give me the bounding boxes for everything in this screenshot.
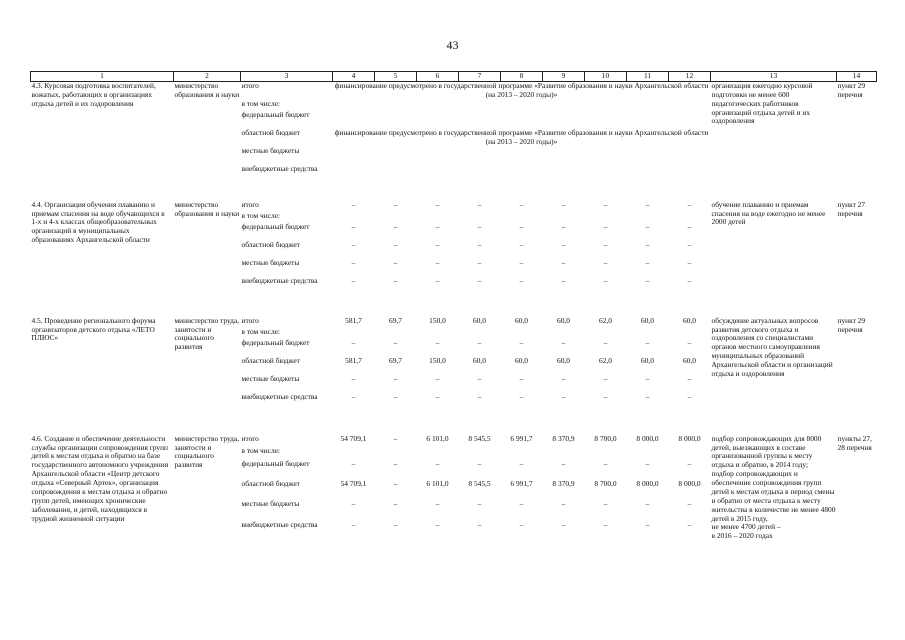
column-header: 3 bbox=[241, 72, 333, 82]
amount-cell: – bbox=[393, 337, 398, 347]
amount-cell: 69,7 bbox=[389, 315, 402, 325]
amount-cell: – bbox=[393, 499, 398, 509]
amount-cell: 54 709,1 bbox=[340, 433, 367, 443]
column-header: 13 bbox=[711, 72, 837, 82]
budget-source-label: областной бюджет bbox=[241, 478, 300, 488]
amount-cell: – bbox=[351, 199, 356, 209]
amount-cell: – bbox=[519, 458, 524, 468]
amount-cell: – bbox=[603, 519, 608, 529]
amount-cell: 8 700,0 bbox=[594, 478, 617, 488]
empty-cell bbox=[333, 328, 711, 339]
amount-cell: 6 101,0 bbox=[426, 478, 449, 488]
empty-cell bbox=[333, 147, 711, 165]
amount-cell: 54 709,1 bbox=[340, 478, 367, 488]
amount-cell: – bbox=[519, 275, 524, 285]
amount-cell: – bbox=[435, 275, 440, 285]
amount-cell: – bbox=[603, 275, 608, 285]
amount-cell: – bbox=[519, 199, 524, 209]
column-header: 10 bbox=[585, 72, 627, 82]
executor-cell: министерство образования и науки bbox=[174, 199, 240, 218]
amount-cell: – bbox=[477, 257, 482, 267]
amount-cell: – bbox=[519, 373, 524, 383]
amount-cell: – bbox=[435, 373, 440, 383]
column-header: 2 bbox=[174, 72, 241, 82]
amount-cell: 60,0 bbox=[557, 315, 570, 325]
budget-source-label: областной бюджет bbox=[241, 127, 300, 137]
table-header-row bbox=[31, 72, 877, 82]
amount-cell: – bbox=[435, 337, 440, 347]
column-header: 5 bbox=[375, 72, 417, 82]
amount-cell: – bbox=[393, 239, 398, 249]
amount-cell: – bbox=[477, 391, 482, 401]
row-spacer bbox=[31, 411, 877, 435]
amount-cell: – bbox=[687, 337, 692, 347]
amount-cell: – bbox=[687, 499, 692, 509]
amount-cell: – bbox=[477, 519, 482, 529]
budget-source-label: внебюджетные средства bbox=[241, 519, 318, 529]
amount-cell: – bbox=[645, 221, 650, 231]
amount-cell: – bbox=[645, 199, 650, 209]
amount-cell: – bbox=[561, 239, 566, 249]
amount-cell: – bbox=[393, 221, 398, 231]
amount-cell: – bbox=[393, 391, 398, 401]
measure-name: 4.6. Создание и обеспечение деятельности службы организации сопровождения групп детей к местам отдыха и обратно на базе государственного автономного учреждения Архангельской области «Центр детского отдыха «Северный Артек», организация сопровождения к местам отдыха и обратно групп детей, имеющих хронические заболевания, и детей, находящихся в трудной жизненной ситуации bbox=[31, 433, 169, 523]
amount-cell: – bbox=[435, 199, 440, 209]
amount-cell: – bbox=[477, 499, 482, 509]
amount-cell: – bbox=[519, 519, 524, 529]
amount-cell: – bbox=[477, 239, 482, 249]
amount-cell: – bbox=[351, 275, 356, 285]
amount-cell: – bbox=[561, 221, 566, 231]
amount-cell: 62,0 bbox=[599, 315, 612, 325]
amount-cell: – bbox=[435, 257, 440, 267]
amount-cell: 150,0 bbox=[429, 355, 446, 365]
amount-cell: – bbox=[603, 373, 608, 383]
column-header: 9 bbox=[543, 72, 585, 82]
column-header: 8 bbox=[501, 72, 543, 82]
amount-cell: 581,7 bbox=[345, 315, 362, 325]
amount-cell: – bbox=[561, 275, 566, 285]
empty-cell bbox=[333, 212, 711, 223]
spacer-cell bbox=[31, 295, 877, 317]
budget-source-label: внебюджетные средства bbox=[241, 391, 318, 401]
budget-source-label: в том числе: bbox=[241, 446, 281, 456]
amount-cell: – bbox=[393, 275, 398, 285]
amount-cell: – bbox=[435, 499, 440, 509]
executor-cell: министерство труда, занятости и социального развития bbox=[174, 315, 240, 352]
reference-cell: пункты 27, 28 перечня bbox=[837, 433, 872, 452]
amount-cell: – bbox=[687, 257, 692, 267]
amount-cell: – bbox=[351, 519, 356, 529]
amount-cell: – bbox=[477, 199, 482, 209]
table-body bbox=[31, 81, 877, 541]
budget-source-label: итого bbox=[241, 433, 259, 443]
executor-cell: министерство труда, занятости и социального развития bbox=[174, 433, 240, 470]
amount-cell: – bbox=[687, 391, 692, 401]
amount-cell: – bbox=[519, 499, 524, 509]
amount-cell: – bbox=[561, 199, 566, 209]
amount-cell: – bbox=[351, 257, 356, 267]
amount-cell: – bbox=[477, 221, 482, 231]
amount-cell: 6 991,7 bbox=[510, 433, 533, 443]
amount-cell: 8 000,0 bbox=[636, 433, 659, 443]
budget-source-label: в том числе: bbox=[241, 326, 281, 336]
amount-cell: – bbox=[435, 458, 440, 468]
amount-cell: – bbox=[435, 221, 440, 231]
amount-cell: – bbox=[687, 199, 692, 209]
amount-cell: 60,0 bbox=[683, 315, 696, 325]
row-spacer bbox=[31, 295, 877, 317]
reference-cell: пункт 29 перечня bbox=[837, 315, 866, 334]
amount-cell: 8 000,0 bbox=[636, 478, 659, 488]
budget-source-label: местные бюджеты bbox=[241, 145, 300, 155]
amount-cell: – bbox=[603, 239, 608, 249]
amount-cell: – bbox=[687, 275, 692, 285]
amount-cell: – bbox=[645, 275, 650, 285]
table-row bbox=[31, 435, 877, 447]
amount-cell: – bbox=[561, 337, 566, 347]
amount-cell: – bbox=[645, 499, 650, 509]
amount-cell: – bbox=[603, 199, 608, 209]
amount-cell: – bbox=[393, 478, 398, 488]
reference-cell: пункт 27 перечня bbox=[837, 199, 866, 218]
amount-cell: – bbox=[645, 257, 650, 267]
amount-cell: 60,0 bbox=[515, 315, 528, 325]
amount-cell: – bbox=[603, 391, 608, 401]
budget-source-label: итого bbox=[241, 80, 259, 90]
amount-cell: – bbox=[519, 257, 524, 267]
financing-note: финансирование предусмотрено в государственной программе «Развитие образования и науки Архангельской области (на 2013 – 2020 годы)» bbox=[334, 80, 709, 99]
amount-cell: – bbox=[351, 458, 356, 468]
empty-cell bbox=[333, 111, 711, 129]
column-header: 7 bbox=[459, 72, 501, 82]
amount-cell: 8 000,0 bbox=[678, 433, 701, 443]
budget-source-label: внебюджетные средства bbox=[241, 163, 318, 173]
reference-cell: пункт 29 перечня bbox=[837, 80, 866, 99]
amount-cell: – bbox=[645, 337, 650, 347]
financing-note: финансирование предусмотрено в государственной программе «Развитие образования и науки Архангельской области (на 2013 – 2020 годы)» bbox=[334, 127, 709, 146]
amount-cell: – bbox=[351, 239, 356, 249]
measure-name: 4.4. Организация обучения плаванию и приемам спасения на воде обучающихся в 1-х и 4-х классах общеобразовательных организаций в муниципальных образованиях Архангельской области bbox=[31, 199, 165, 245]
amount-cell: – bbox=[645, 519, 650, 529]
column-header: 12 bbox=[669, 72, 711, 82]
budget-source-label: федеральный бюджет bbox=[241, 337, 310, 347]
expected-result: обсуждение актуальных вопросов развития детского отдыха и оздоровления со специалистами органов местного самоуправления муниципальных образований Архангельской области и организаций отдыха и оздоровления bbox=[711, 315, 833, 378]
amount-cell: – bbox=[477, 337, 482, 347]
amount-cell: – bbox=[351, 373, 356, 383]
amount-cell: – bbox=[603, 499, 608, 509]
empty-cell bbox=[333, 100, 711, 111]
amount-cell: – bbox=[435, 519, 440, 529]
spacer-cell bbox=[31, 411, 877, 435]
amount-cell: – bbox=[477, 458, 482, 468]
measure-name: 4.5. Проведение регионального форума организаторов детского отдыха «ЛЕТО ПЛЮС» bbox=[31, 315, 156, 343]
budget-source-label: местные бюджеты bbox=[241, 257, 300, 267]
amount-cell: – bbox=[351, 391, 356, 401]
amount-cell: – bbox=[477, 275, 482, 285]
amount-cell: 6 101,0 bbox=[426, 433, 449, 443]
amount-cell: – bbox=[519, 221, 524, 231]
amount-cell: – bbox=[645, 391, 650, 401]
amount-cell: – bbox=[393, 458, 398, 468]
budget-source-label: в том числе: bbox=[241, 210, 281, 220]
budget-source-label: итого bbox=[241, 315, 259, 325]
amount-cell: – bbox=[687, 458, 692, 468]
budget-source-label: федеральный бюджет bbox=[241, 109, 310, 119]
amount-cell: – bbox=[351, 221, 356, 231]
amount-cell: – bbox=[393, 199, 398, 209]
amount-cell: – bbox=[687, 373, 692, 383]
amount-cell: 8 700,0 bbox=[594, 433, 617, 443]
column-header: 1 bbox=[31, 72, 174, 82]
amount-cell: – bbox=[603, 458, 608, 468]
amount-cell: – bbox=[393, 433, 398, 443]
spacer-cell bbox=[31, 183, 877, 201]
amount-cell: 60,0 bbox=[515, 355, 528, 365]
measure-name: 4.3. Курсовая подготовка воспитателей, вожатых, работающих в организациях отдыха детей и их оздоровления bbox=[31, 80, 156, 108]
executor-cell: министерство образования и науки bbox=[174, 80, 240, 99]
budget-source-label: итого bbox=[241, 199, 259, 209]
budget-source-label: местные бюджеты bbox=[241, 373, 300, 383]
amount-cell: – bbox=[477, 373, 482, 383]
amount-cell: – bbox=[435, 391, 440, 401]
amount-cell: – bbox=[561, 373, 566, 383]
amount-cell: 60,0 bbox=[641, 315, 654, 325]
table-row bbox=[31, 81, 877, 99]
amount-cell: – bbox=[561, 257, 566, 267]
amount-cell: – bbox=[351, 499, 356, 509]
expected-result: обучение плаванию и приемам спасения на воде ежегодно не менее 2000 детей bbox=[711, 199, 826, 227]
amount-cell: 60,0 bbox=[557, 355, 570, 365]
amount-cell: – bbox=[687, 519, 692, 529]
amount-cell: 581,7 bbox=[345, 355, 362, 365]
amount-cell: 8 370,9 bbox=[552, 478, 575, 488]
expected-result: организация ежегодно курсовой подготовки не менее 600 педагогических работников организаций отдыха детей и их оздоровления bbox=[711, 80, 813, 126]
amount-cell: – bbox=[519, 239, 524, 249]
column-header: 14 bbox=[837, 72, 877, 82]
table-row bbox=[31, 201, 877, 212]
amount-cell: 6 991,7 bbox=[510, 478, 533, 488]
budget-source-label: областной бюджет bbox=[241, 239, 300, 249]
program-table bbox=[30, 71, 877, 541]
budget-source-label: федеральный бюджет bbox=[241, 458, 310, 468]
amount-cell: 8 545,5 bbox=[468, 433, 491, 443]
amount-cell: 60,0 bbox=[641, 355, 654, 365]
amount-cell: – bbox=[393, 257, 398, 267]
amount-cell: 69,7 bbox=[389, 355, 402, 365]
amount-cell: – bbox=[561, 458, 566, 468]
budget-source-label: областной бюджет bbox=[241, 355, 300, 365]
budget-source-label: внебюджетные средства bbox=[241, 275, 318, 285]
amount-cell: – bbox=[519, 337, 524, 347]
amount-cell: – bbox=[603, 337, 608, 347]
table-row bbox=[31, 317, 877, 328]
amount-cell: 60,0 bbox=[473, 315, 486, 325]
empty-cell bbox=[333, 165, 711, 183]
budget-source-label: местные бюджеты bbox=[241, 499, 300, 509]
amount-cell: – bbox=[393, 519, 398, 529]
amount-cell: – bbox=[561, 391, 566, 401]
empty-cell bbox=[333, 447, 711, 459]
row-spacer bbox=[31, 183, 877, 201]
amount-cell: – bbox=[645, 373, 650, 383]
budget-source-label: федеральный бюджет bbox=[241, 221, 310, 231]
amount-cell: – bbox=[645, 239, 650, 249]
expected-result: подбор сопровождающих для 8000 детей, выезжающих в составе организованной группы к месту отдыха и обратно, в 2014 году; подбор сопровождающих и обеспечение сопровождения групп детей к местам отдыха в период смены и обратно от места отдыха к месту жительства в количестве не менее 4800 детей в 2015 году, не менее 4700 детей – в 2016 – 2020 годах bbox=[711, 433, 836, 541]
budget-source-label: в том числе: bbox=[241, 98, 281, 108]
amount-cell: 8 370,9 bbox=[552, 433, 575, 443]
amount-cell: 62,0 bbox=[599, 355, 612, 365]
amount-cell: – bbox=[519, 391, 524, 401]
amount-cell: 150,0 bbox=[429, 315, 446, 325]
amount-cell: – bbox=[687, 239, 692, 249]
amount-cell: – bbox=[561, 499, 566, 509]
column-header: 6 bbox=[417, 72, 459, 82]
amount-cell: – bbox=[603, 257, 608, 267]
amount-cell: 60,0 bbox=[473, 355, 486, 365]
amount-cell: 60,0 bbox=[683, 355, 696, 365]
amount-cell: – bbox=[687, 221, 692, 231]
amount-cell: – bbox=[603, 221, 608, 231]
page-number: 43 bbox=[446, 38, 459, 52]
amount-cell: – bbox=[561, 519, 566, 529]
amount-cell: – bbox=[393, 373, 398, 383]
amount-cell: 8 000,0 bbox=[678, 478, 701, 488]
amount-cell: – bbox=[645, 458, 650, 468]
column-header: 4 bbox=[333, 72, 375, 82]
amount-cell: 8 545,5 bbox=[468, 478, 491, 488]
amount-cell: – bbox=[435, 239, 440, 249]
amount-cell: – bbox=[351, 337, 356, 347]
column-header: 11 bbox=[627, 72, 669, 82]
